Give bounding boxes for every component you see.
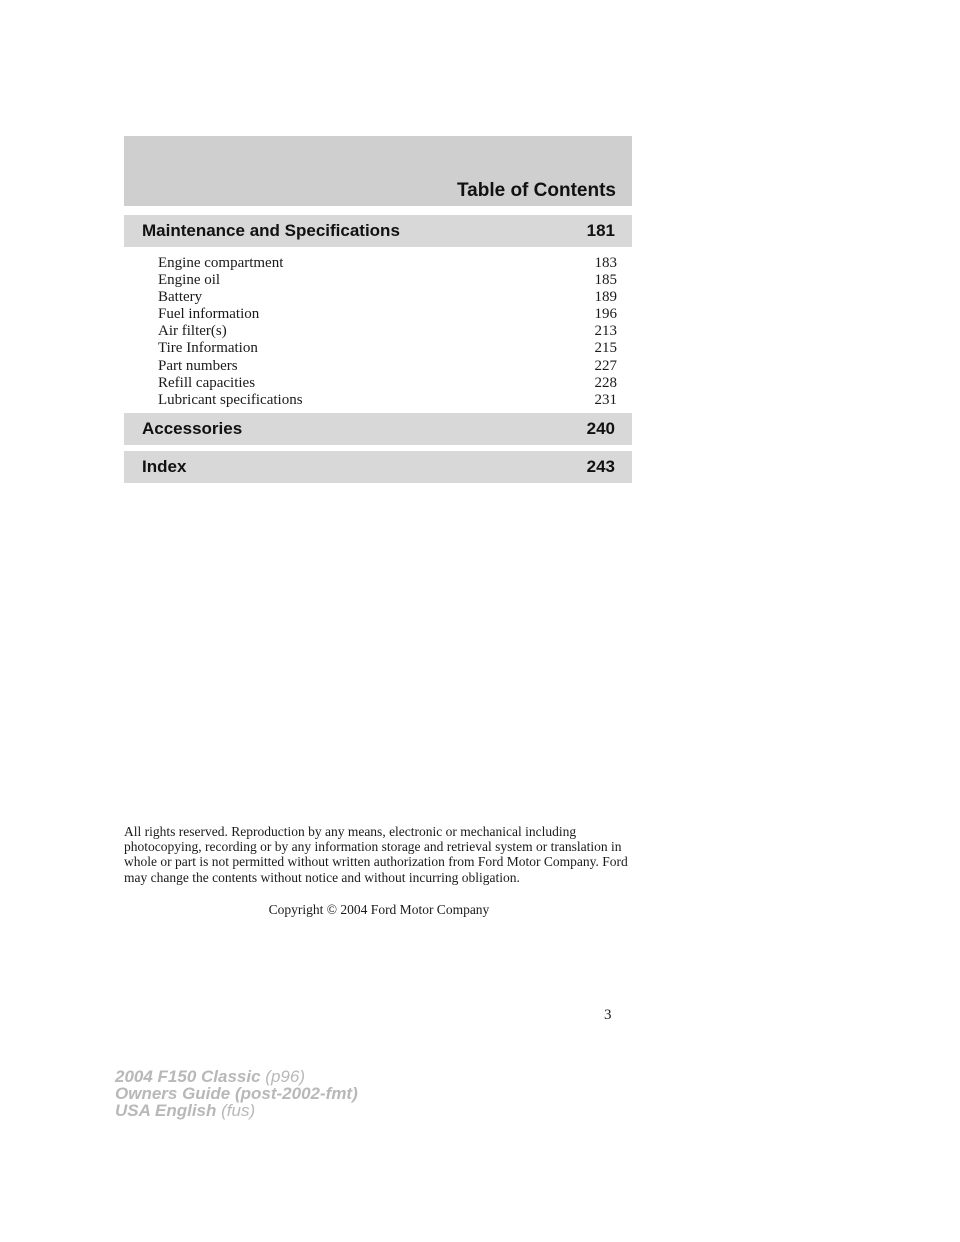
toc-entry-battery[interactable] [158, 289, 617, 306]
toc-entry-lubricant-specifications[interactable] [158, 392, 617, 409]
entry-label: Fuel information [158, 306, 260, 323]
footer-line-model [115, 1068, 358, 1085]
toc-entry-tire-information[interactable] [158, 340, 617, 357]
toc-entry-refill-capacities[interactable] [158, 375, 617, 392]
section-title: Accessories [142, 419, 243, 438]
footer-language-name: USA English [115, 1101, 217, 1120]
page-title: Table of Contents [456, 180, 616, 201]
entry-page-number: 227 [594, 357, 617, 374]
footer-line-guide [115, 1085, 358, 1102]
section-page-number: 240 [586, 419, 615, 438]
toc-entry-fuel-information[interactable] [158, 306, 617, 323]
entry-page-number: 185 [594, 272, 617, 289]
toc-entry-list [158, 255, 617, 409]
footer-language-code: (fus) [221, 1101, 256, 1120]
section-page-number: 243 [586, 457, 615, 476]
legal-notice: All rights reserved. Reproduction by any means, electronic or mechanical including photocopying, recording or by any information storage and retrieval system or translation in whole or part is not permitted without written authorization from Ford Motor Company. Ford may change the contents without notice and without incurring obligation. [124, 824, 628, 885]
section-title: Maintenance and Specifications [142, 221, 400, 240]
entry-label: Battery [158, 289, 203, 306]
toc-entry-air-filters[interactable] [158, 323, 617, 340]
footer-model-code: (p96) [265, 1067, 305, 1086]
section-title: Index [142, 457, 187, 476]
entry-page-number: 183 [594, 255, 617, 271]
page-number: 3 [604, 1007, 612, 1023]
toc-entry-engine-oil[interactable] [158, 272, 617, 289]
section-accessories[interactable] [124, 413, 632, 445]
document-footer [115, 1068, 358, 1119]
section-maintenance-specifications[interactable] [124, 215, 632, 247]
entry-label: Engine compartment [158, 255, 284, 271]
entry-page-number: 196 [594, 306, 617, 323]
entry-page-number: 231 [594, 391, 617, 408]
footer-model-name: 2004 F150 Classic [115, 1067, 261, 1086]
entry-label: Refill capacities [158, 374, 256, 391]
footer-line-language [115, 1102, 358, 1119]
entry-label: Tire Information [158, 340, 258, 357]
entry-label: Air filter(s) [158, 323, 227, 340]
header-band [124, 136, 632, 206]
toc-entry-engine-compartment[interactable] [158, 255, 617, 272]
entry-label: Lubricant specifications [158, 391, 303, 408]
entry-page-number: 228 [594, 374, 617, 391]
entry-page-number: 215 [594, 340, 617, 357]
section-page-number: 181 [586, 221, 615, 240]
copyright-notice: Copyright © 2004 Ford Motor Company [268, 902, 490, 917]
toc-entry-part-numbers[interactable] [158, 358, 617, 375]
entry-label: Engine oil [158, 272, 221, 289]
section-index[interactable] [124, 451, 632, 483]
entry-page-number: 189 [594, 289, 617, 306]
entry-label: Part numbers [158, 357, 238, 374]
footer-guide-name: Owners Guide (post-2002-fmt) [115, 1084, 358, 1103]
entry-page-number: 213 [594, 323, 617, 340]
